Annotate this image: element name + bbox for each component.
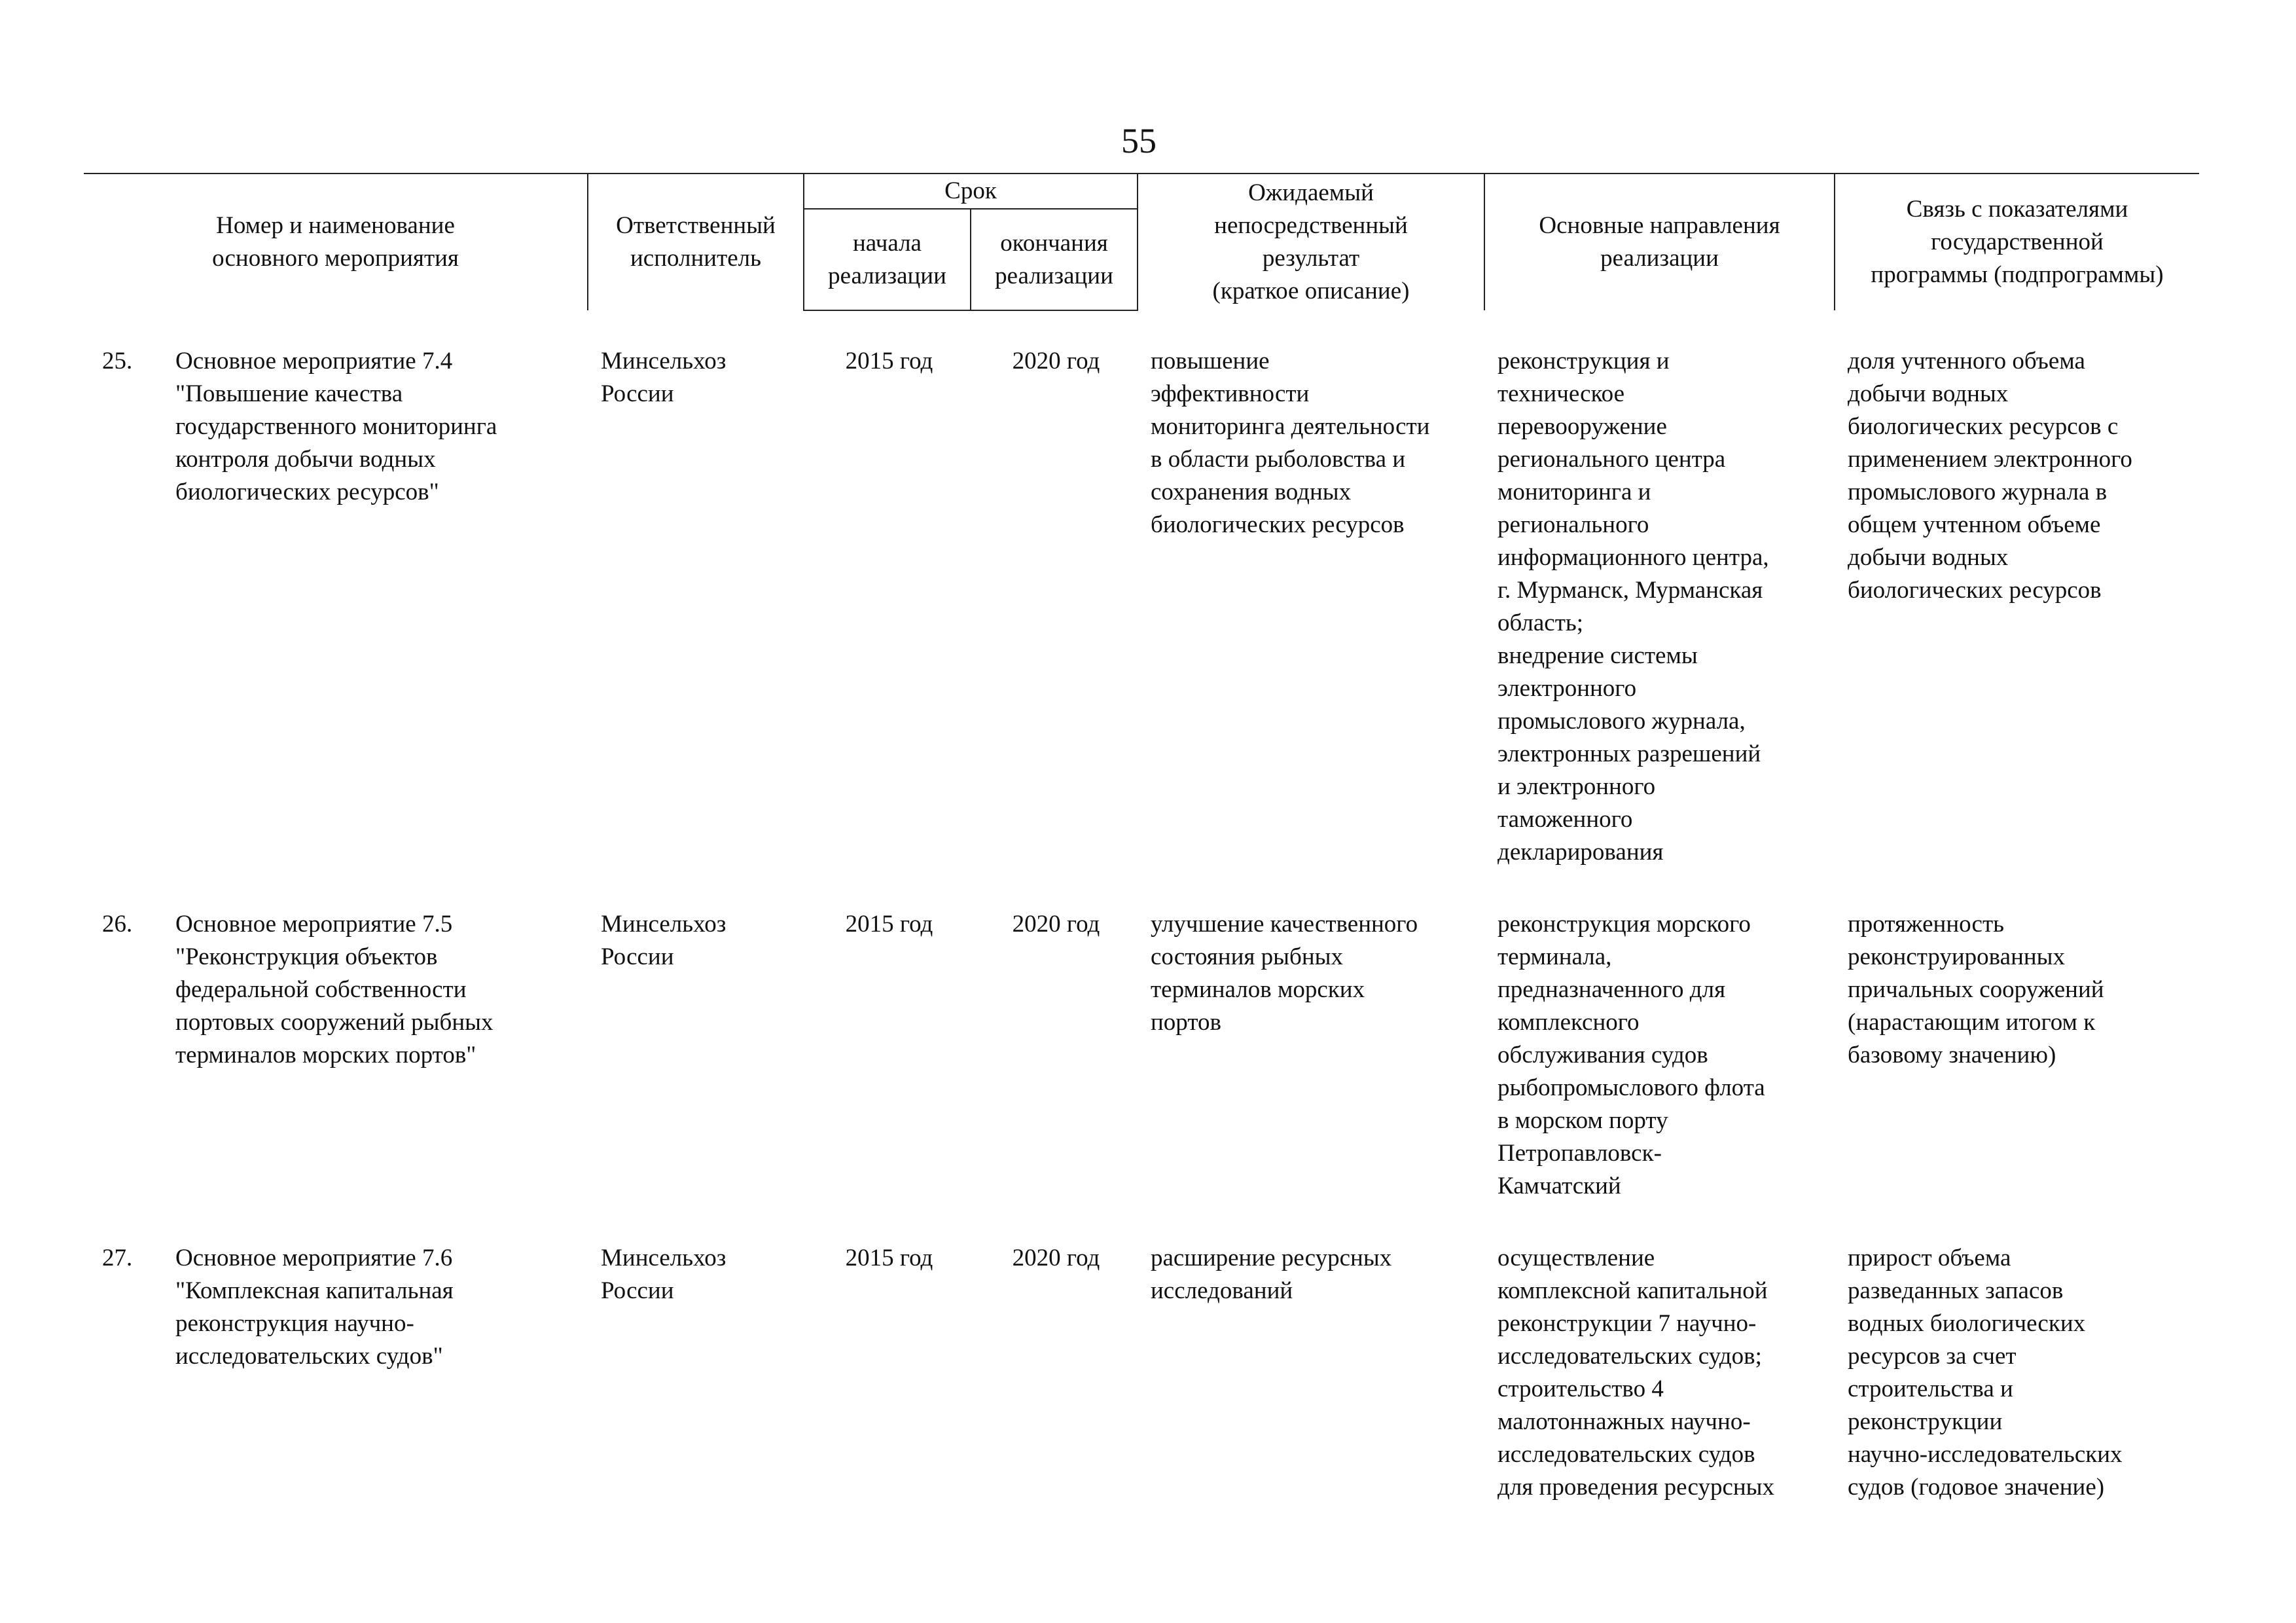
start-year: 2015 год bbox=[845, 348, 933, 374]
directions: реконструкция морского терминала, предназначенного для комплексного обслуживания судов рыбопромыслового флота в морском порту Петропавловск- Камчатский bbox=[1498, 911, 1765, 1199]
indicator-link: прирост объема разведанных запасов водных биологических ресурсов за счет строительства и реконструкции научно-исследовательских судов (годовое значение) bbox=[1848, 1245, 2123, 1501]
header-term: Срок bbox=[804, 173, 1138, 209]
header-result: Ожидаемый непосредственный результат (краткое описание) bbox=[1138, 173, 1484, 310]
executor: Минсельхоз России bbox=[601, 1245, 726, 1304]
table-header-row bbox=[84, 173, 2199, 209]
header-end: окончания реализации bbox=[971, 209, 1138, 310]
start-year: 2015 год bbox=[845, 911, 933, 938]
end-year: 2020 год bbox=[1012, 911, 1100, 938]
table-row bbox=[84, 908, 2199, 1242]
directions: осуществление комплексной капитальной реконструкции 7 научно- исследовательских судов; строительство 4 малотоннажных научно- исследовательских судов для проведения ресурсных bbox=[1498, 1245, 1775, 1501]
activities-table bbox=[84, 173, 2199, 1504]
executor: Минсельхоз России bbox=[601, 911, 726, 970]
expected-result: улучшение качественного состояния рыбных терминалов морских портов bbox=[1151, 911, 1418, 1036]
table-row bbox=[84, 345, 2199, 908]
end-year: 2020 год bbox=[1012, 348, 1100, 374]
row-number: 26. bbox=[102, 911, 133, 938]
end-year: 2020 год bbox=[1012, 1245, 1100, 1271]
header-link: Связь с показателями государственной программы (подпрограммы) bbox=[1835, 173, 2199, 310]
indicator-link: доля учтенного объема добычи водных биологических ресурсов с применением электронного промыслового журнала в общем учтенном объеме добычи водных биологических ресурсов bbox=[1848, 348, 2132, 604]
row-number: 25. bbox=[102, 348, 133, 374]
activity-name: Основное мероприятие 7.4 "Повышение качества государственного мониторинга контроля добычи водных биологических ресурсов" bbox=[175, 348, 497, 505]
page-number: 55 bbox=[1121, 121, 1157, 160]
expected-result: расширение ресурсных исследований bbox=[1151, 1245, 1392, 1304]
header-name: Номер и наименование основного мероприятия bbox=[84, 173, 588, 310]
executor: Минсельхоз России bbox=[601, 348, 726, 407]
activity-name: Основное мероприятие 7.6 "Комплексная капитальная реконструкция научно- исследовательских судов" bbox=[175, 1245, 454, 1370]
directions: реконструкция и техническое перевооружение регионального центра мониторинга и регионального информационного центра, г. Мурманск, Мурманская область; внедрение системы электронного промыслового журнала, электронных разрешений и электронного таможенного декларирования bbox=[1498, 348, 1769, 866]
header-start: начала реализации bbox=[804, 209, 971, 310]
header-executor: Ответственный исполнитель bbox=[588, 173, 804, 310]
table-row bbox=[84, 1242, 2199, 1504]
activity-name: Основное мероприятие 7.5 "Реконструкция объектов федеральной собственности портовых сооружений рыбных терминалов морских портов" bbox=[175, 911, 493, 1068]
indicator-link: протяженность реконструированных причальных сооружений (нарастающим итогом к базовому значению) bbox=[1848, 911, 2104, 1068]
start-year: 2015 год bbox=[845, 1245, 933, 1271]
row-number: 27. bbox=[102, 1245, 133, 1271]
expected-result: повышение эффективности мониторинга деятельности в области рыболовства и сохранения водных биологических ресурсов bbox=[1151, 348, 1430, 538]
header-directions: Основные направления реализации bbox=[1484, 173, 1835, 310]
